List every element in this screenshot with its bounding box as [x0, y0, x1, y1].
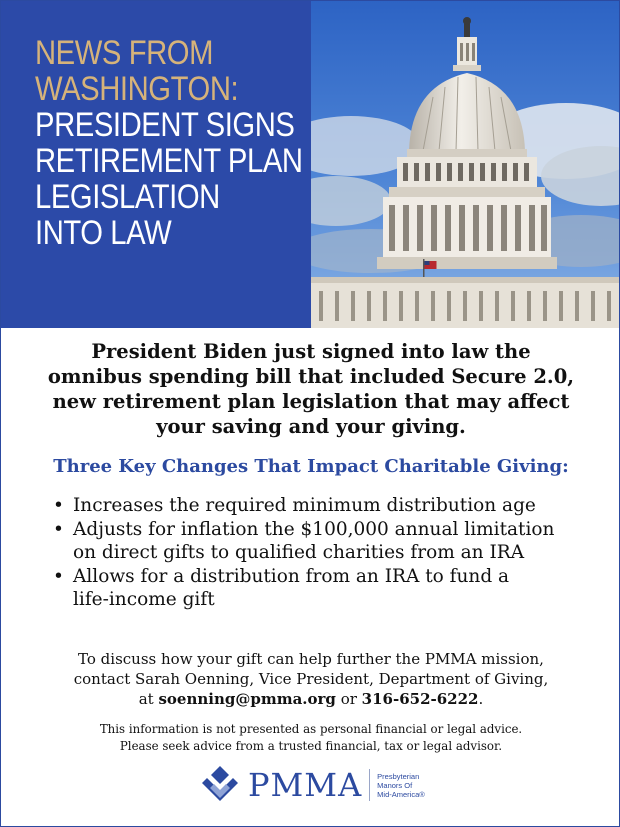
key-changes-list	[53, 494, 554, 612]
contact-separator: or	[335, 690, 362, 708]
contact-line	[1, 689, 620, 709]
list-item-line: on direct gifts to qualified charities from an IRA	[73, 542, 525, 563]
intro-line: your saving and your giving.	[156, 415, 466, 438]
logo-wordmark: PMMA	[248, 766, 363, 804]
intro-line: omnibus spending bill that included Secure 2.0,	[47, 365, 575, 388]
logo-tagline-line: Presbyterian	[377, 771, 420, 781]
intro-paragraph	[1, 339, 620, 439]
list-item-line: • Allows for a distribution from an IRA to fund a	[73, 565, 510, 587]
logo-divider	[369, 769, 370, 801]
list-item	[53, 518, 554, 565]
capitol-photo	[311, 1, 620, 328]
intro-line: President Biden just signed into law the	[91, 340, 531, 363]
list-item-line: • Adjusts for inflation the $100,000 annual limitation	[73, 518, 555, 540]
contact-suffix: .	[478, 690, 484, 708]
key-changes-heading: Three Key Changes That Impact Charitable Giving:	[53, 456, 569, 477]
headline-line: LEGISLATION	[35, 178, 220, 216]
header-banner	[1, 1, 620, 328]
contact-prefix: at	[138, 690, 159, 708]
intro-line: new retirement plan legislation that may affect	[52, 390, 570, 413]
contact-email-link[interactable]: soenning@pmma.org	[158, 690, 336, 708]
logo-tagline	[377, 772, 425, 799]
headline-line: INTO LAW	[35, 214, 172, 252]
logo-tagline-line: Mid-America®	[377, 789, 425, 799]
disclaimer-line: Please seek advice from a trusted financial, tax or legal advisor.	[119, 739, 503, 753]
contact-phone-link[interactable]: 316-652-6222	[361, 690, 479, 708]
headline-line: RETIREMENT PLAN	[35, 142, 303, 180]
list-item	[53, 565, 554, 612]
list-item-line: life-income gift	[73, 589, 215, 610]
list-item	[53, 494, 554, 518]
contact-line: To discuss how your gift can help further the PMMA mission,	[78, 650, 544, 668]
disclaimer-line: This information is not presented as personal financial or legal advice.	[99, 722, 523, 736]
disclaimer	[1, 721, 620, 755]
logo-tagline-line: Manors Of	[377, 780, 413, 790]
headline-panel	[1, 1, 311, 328]
pmma-logo	[198, 763, 425, 807]
headline	[35, 35, 303, 251]
contact-line: contact Sarah Oenning, Vice President, Department of Giving,	[73, 670, 549, 688]
headline-line: WASHINGTON:	[35, 70, 239, 108]
diamond-chevron-icon	[198, 763, 242, 807]
headline-line: NEWS FROM	[35, 34, 214, 72]
headline-line: PRESIDENT SIGNS	[35, 106, 295, 144]
contact-info	[1, 649, 620, 709]
list-item-line: • Increases the required minimum distribution age	[73, 495, 536, 516]
